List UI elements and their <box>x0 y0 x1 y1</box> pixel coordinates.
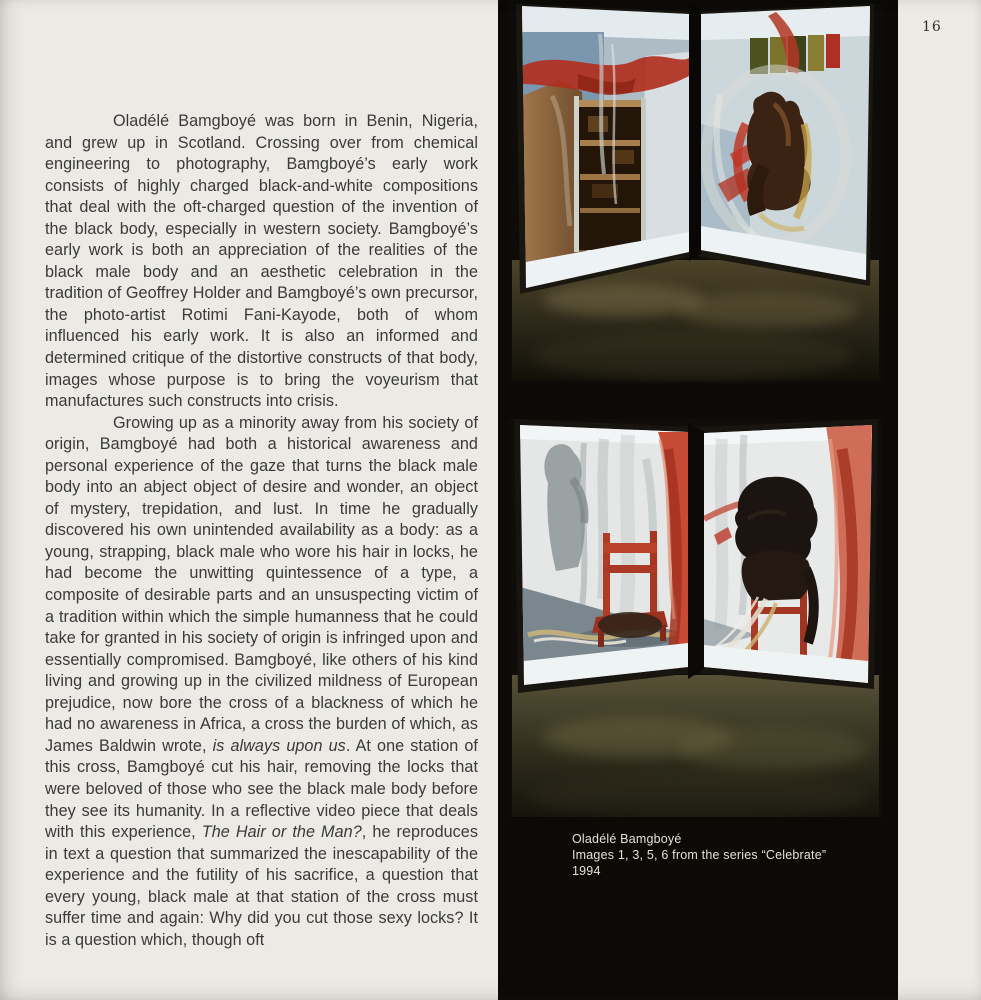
page-number: 16 <box>922 19 942 35</box>
body-paragraph-2: Growing up as a minority away from his society of origin, Bamgboyé had both a historical awareness and personal experience of the gaze that turns the black male body into an abject object of desire and wonder, an object of mystery, trepidation, and lust. In time he gradually discovered his own unintended availability as a body: as a young, strapping, black male who wore his hair in locks, he had become the unwitting quintessence of a type, a composite of desirable parts and an unsuspecting victim of a tradition within which the simple humanness that he could take for granted in his society of origin is infringed upon and essentially compromised. Bamgboyé, like others of his kind living and growing up in the civilized mildness of European prejudice, now bore the cross of a blackness of which he had no awareness in Africa, a cross the burden of which, as James Baldwin wrote, is always upon us. At one station of this cross, Bamgboyé cut his hair, removing the locks that were beloved of those who see the black male body before they see its humanity. In a reflective video piece that deals with this experience, The Hair or the Man?, he reproduces in text a question that summarized the inescapability of the experience and the futility of his sacrifice, a question that every young, black male at that station of the cross must suffer time and again: Why did you cut those sexy locks? It is a question which, though oft <box>45 413 479 949</box>
caption-works: Images 1, 3, 5, 6 from the series “Celebrate” <box>572 848 827 862</box>
installation-photo-bottom <box>508 419 883 817</box>
artwork-plate <box>498 0 898 1000</box>
caption-year: 1994 <box>572 864 601 878</box>
caption-artist: Oladélé Bamgboyé <box>572 832 682 846</box>
installation-photo-top <box>508 4 883 383</box>
body-paragraph-1: Oladélé Bamgboyé was born in Benin, Nigeria, and grew up in Scotland. Crossing over from chemical engineering to photography, Bamgboyé’s early work consists of highly charged black-and-white compositions that deal with the oft-charged question of the invention of the black body, especially in western society. Bamgboyé’s early work is both an appreciation of the realities of the black male body and an aesthetic celebration in the tradition of Geoffrey Holder and Bamgboyé’s own precursor, the photo-artist Rotimi Fani-Kayode, both of whom influenced his early work. It is also an informed and determined critique of the distortive constructs of that body, images whose purpose is to bring the voyeurism that manufactures such constructs into crisis. <box>45 112 478 411</box>
article-text <box>45 111 478 951</box>
artwork-caption <box>572 831 826 879</box>
